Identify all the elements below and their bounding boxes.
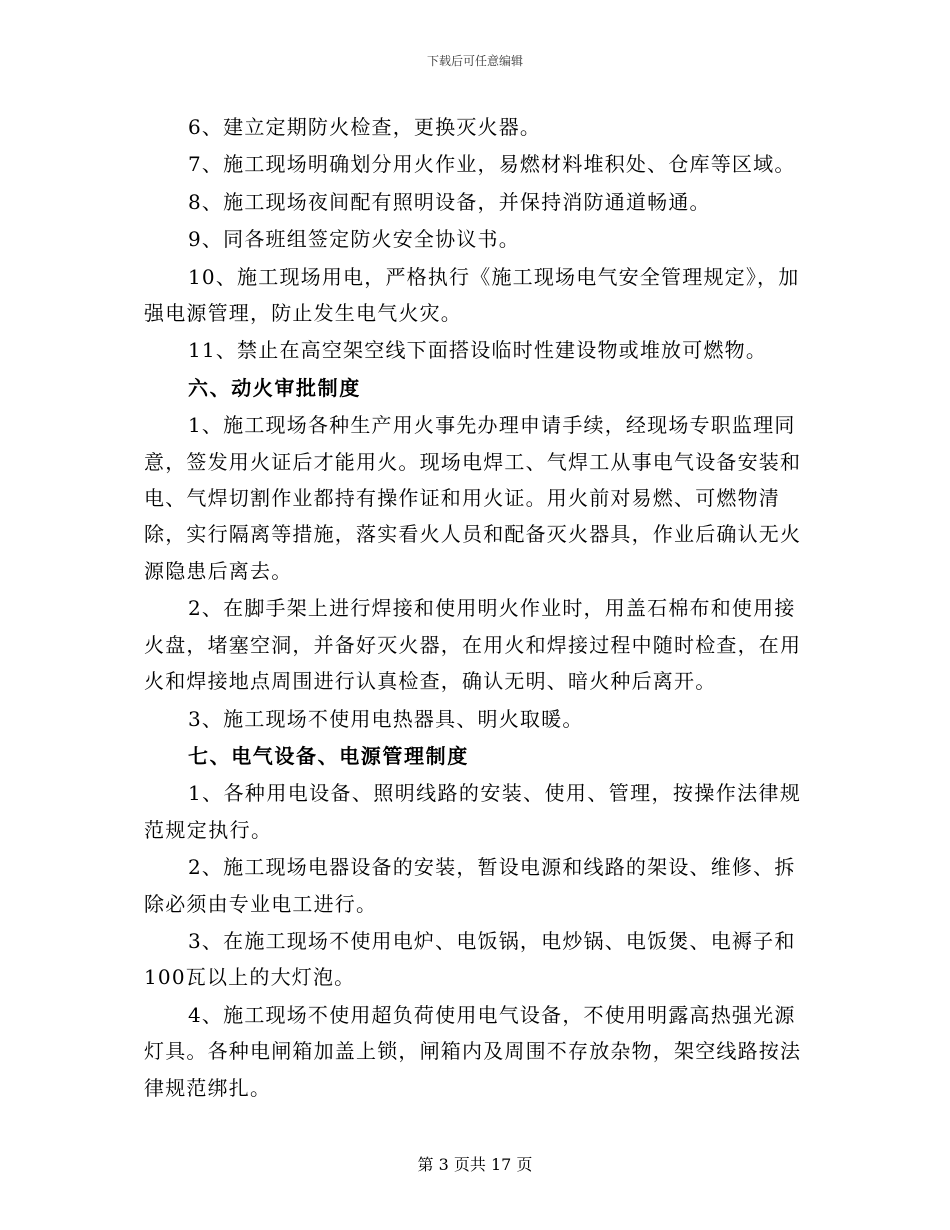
paragraph-electrical-3: 3、在施工现场不使用电炉、电饭锅，电炒锅、电饭煲、电褥子和100瓦以上的大灯泡。 [144,928,796,990]
section-heading-hot-work-approval: 六、动火审批制度 [188,375,361,400]
paragraph-item-7: 7、施工现场明确划分用火作业，易燃材料堆积处、仓库等区域。 [188,152,796,177]
paragraph-item-9: 9、同各班组签定防火安全协议书。 [188,227,520,252]
paragraph-hot-work-3: 3、施工现场不使用电热器具、明火取暖。 [188,706,584,731]
page-footer: 第 3 页共 17 页 [417,1155,533,1174]
paragraph-electrical-1: 1、各种用电设备、照明线路的安装、使用、管理，按操作法律规范规定执行。 [144,781,802,842]
paragraph-electrical-2: 2、施工现场电器设备的安装，暂设电源和线路的架设、维修、拆除必须由专业电工进行。 [144,855,796,916]
paragraph-hot-work-1: 1、施工现场各种生产用火事先办理申请手续，经现场专职监理同意，签发用火证后才能用火。现场电焊工、气焊工从事电气设备安装和电、气焊切割作业都持有操作证和用火证。用火前对易燃、可燃物清除，实行隔离等措施，落实看火人员和配备灭火器具，作业后确认无火源隐患后离去。 [144,413,802,583]
paragraph-item-10: 10、施工现场用电，严格执行《施工现场电气安全管理规定》，加强电源管理，防止发生电气火灾。 [144,264,800,326]
page-header: 下载后可任意编辑 [426,54,523,68]
paragraph-item-6: 6、建立定期防火检查，更换灭火器。 [188,115,542,139]
section-heading-electrical-management: 七、电气设备、电源管理制度 [188,743,469,768]
paragraph-item-11: 11、禁止在高空架空线下面搭设临时性建设物或堆放可燃物。 [188,338,768,363]
paragraph-hot-work-2: 2、在脚手架上进行焊接和使用明火作业时，用盖石棉布和使用接火盘，堵塞空洞，并备好灭火器，在用火和焊接过程中随时检查，在用火和焊接地点周围进行认真检查，确认无明、暗火种后离开。 [144,596,802,694]
document-body [144,109,808,1107]
paragraph-electrical-4: 4、施工现场不使用超负荷使用电气设备，不使用明露高热强光源灯具。各种电闸箱加盖上锁，闸箱内及周围不存放杂物，架空线路按法律规范绑扎。 [144,1002,802,1100]
paragraph-item-8: 8、施工现场夜间配有照明设备，并保持消防通道畅通。 [188,189,711,214]
